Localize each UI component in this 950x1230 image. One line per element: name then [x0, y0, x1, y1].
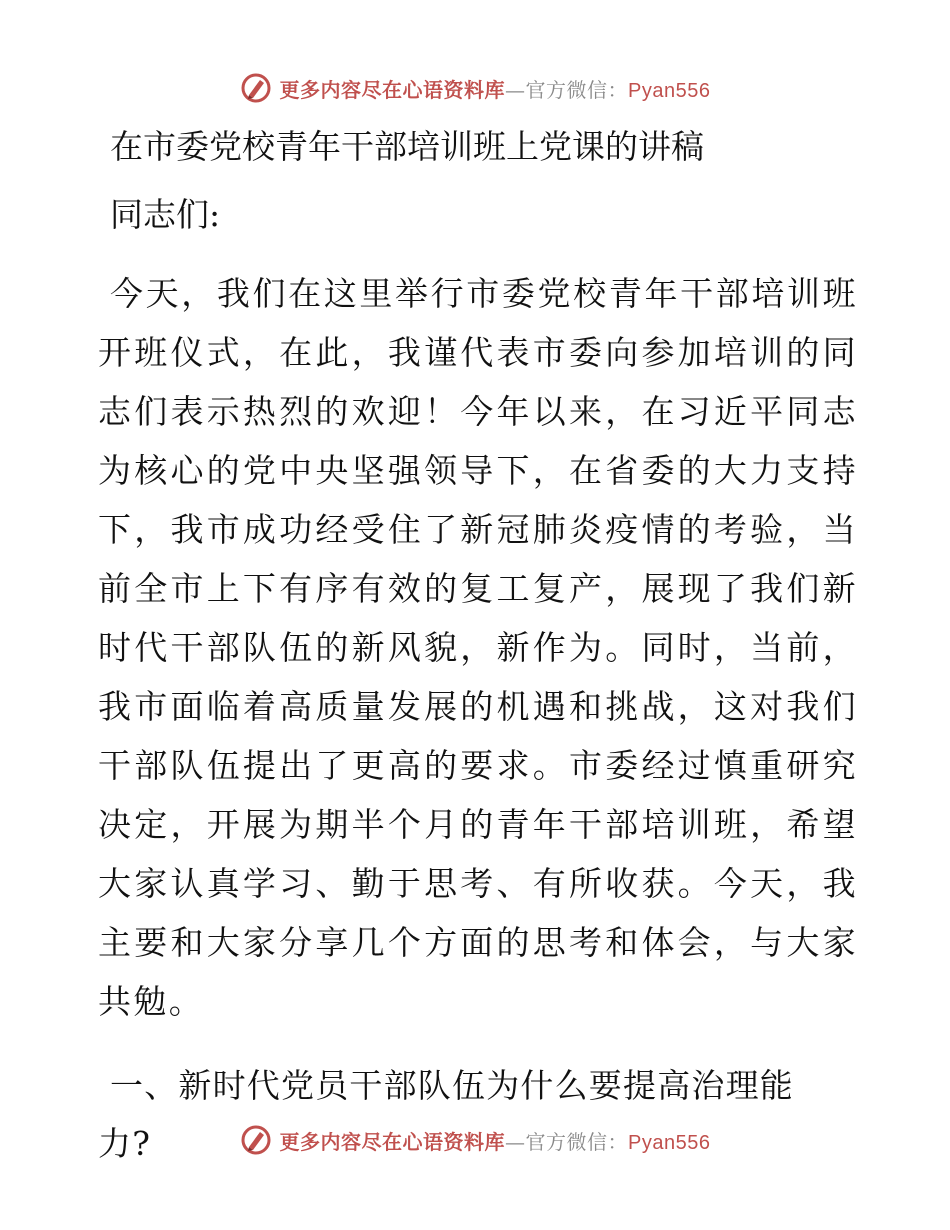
section-1-heading: 一、新时代党员干部队伍为什么要提高治理能力?	[98, 1066, 794, 1163]
footer-watermark	[0, 1120, 950, 1160]
pen-in-circle-icon	[240, 72, 272, 104]
watermark-text	[280, 1126, 711, 1155]
watermark-wechat-id: Pyan556	[628, 79, 711, 102]
pen-in-circle-icon	[240, 1124, 272, 1156]
watermark-text	[280, 74, 711, 103]
watermark-separator: —	[505, 1129, 526, 1154]
document-title: 在市委党校青年干部培训班上党课的讲稿	[110, 127, 704, 166]
watermark-main-text: 更多内容尽在心语资料库	[279, 77, 506, 102]
watermark-wechat-id: Pyan556	[628, 1131, 711, 1154]
header-watermark	[0, 68, 950, 108]
watermark-official-label: 官方微信：	[525, 77, 629, 102]
watermark-main-text: 更多内容尽在心语资料库	[279, 1129, 506, 1154]
watermark-separator: —	[505, 77, 526, 102]
paragraph-1: 今天，我们在这里举行市委党校青年干部培训班开班仪式，在此，我谨代表市委向参加培训的同志们表示热烈的欢迎！今年以来，在习近平同志为核心的党中央坚强领导下，在省委的大力支持下，我市成功经受住了新冠肺炎疫情的考验，当前全市上下有序有效的复工复产，展现了我们新时代干部队伍的新风貌，新作为。同时，当前，我市面临着高质量发展的机遇和挑战，这对我们干部队伍提出了更高的要求。市委经过慎重研究决定，开展为期半个月的青年干部培训班，希望大家认真学习、勤于思考、有所收获。今天，我主要和大家分享几个方面的思考和体会，与大家共勉。	[98, 274, 858, 1021]
document-body	[98, 120, 858, 1173]
watermark-official-label: 官方微信：	[525, 1129, 629, 1154]
salutation: 同志们:	[110, 195, 221, 234]
